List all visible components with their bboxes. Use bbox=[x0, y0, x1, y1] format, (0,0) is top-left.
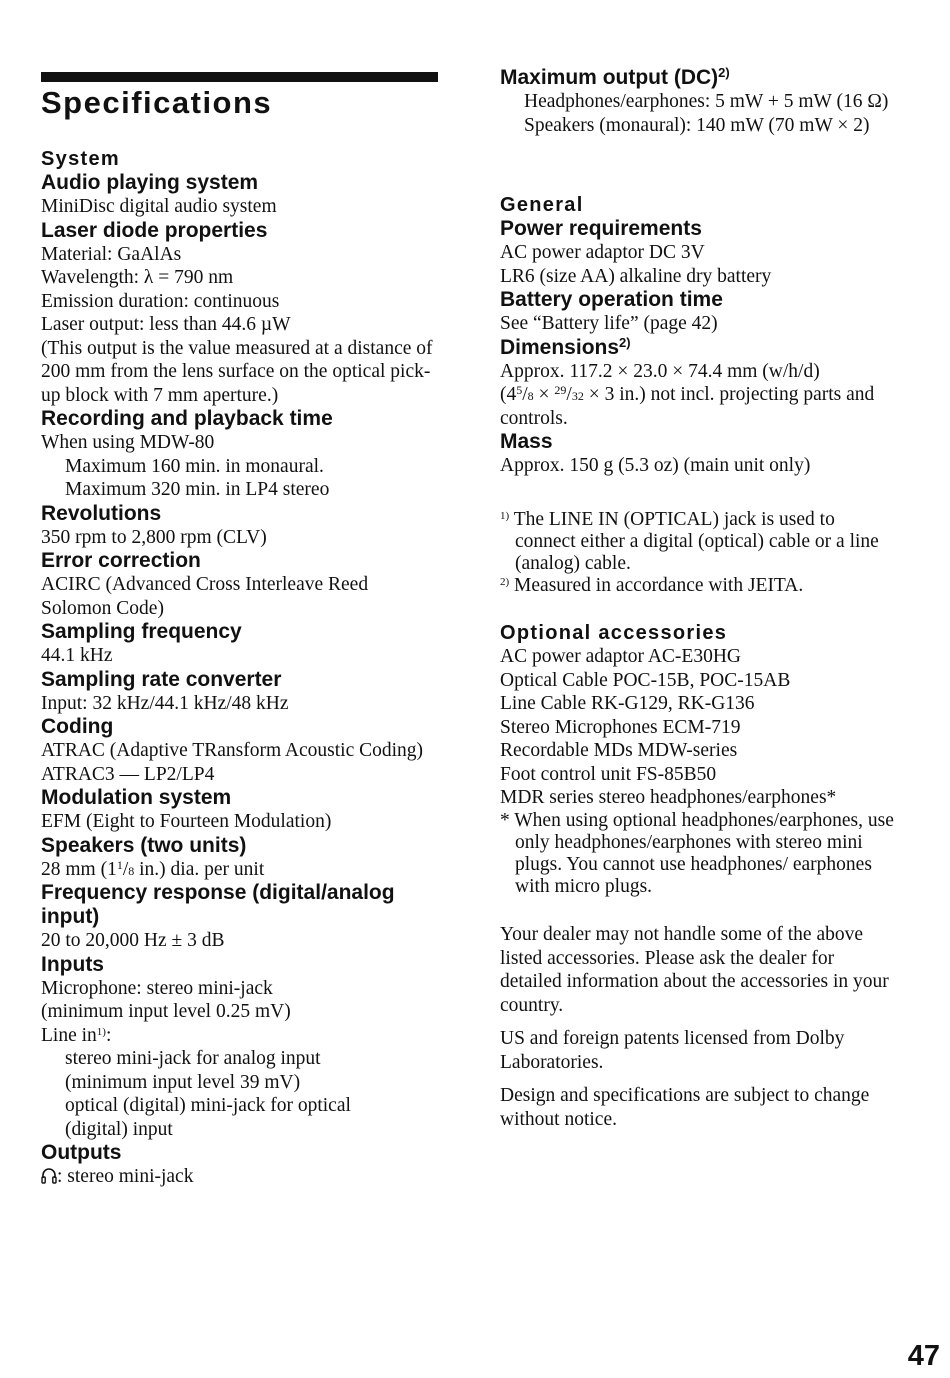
heading-speakers: Speakers (two units) bbox=[41, 833, 247, 857]
heading-max-output bbox=[500, 66, 900, 90]
line-in-colon: : bbox=[105, 1024, 112, 1046]
sampling-rate-converter-text: Input: 32 kHz/44.1 kHz/48 kHz bbox=[41, 692, 289, 714]
inputs-line-in bbox=[41, 1024, 441, 1048]
line-in-label: Line in bbox=[41, 1024, 97, 1046]
dimensions-line2: ($4^5/8 \times ^{29}/32 \times 3$ in.) not incl. projecting parts and controls. bbox=[500, 383, 875, 429]
heading-laser: Laser diode properties bbox=[41, 218, 268, 242]
footnote-1-mark: 1) bbox=[500, 510, 510, 522]
power-line1: AC power adaptor DC 3V bbox=[500, 242, 705, 263]
audio-playing-system-text: MiniDisc digital audio system bbox=[41, 196, 277, 217]
accessory-item: Foot control unit FS-85B50 bbox=[500, 763, 717, 785]
footnote-1-text: The LINE IN (OPTICAL) jack is used to connect either a digital (optical) cable or a line (analog) cable. bbox=[513, 509, 879, 574]
accessory-item: Recordable MDs MDW-series bbox=[500, 740, 738, 761]
heading-sampling-rate-converter: Sampling rate converter bbox=[41, 667, 282, 691]
accessory-item: Line Cable RK-G129, RK-G136 bbox=[500, 693, 755, 714]
laser-output: Laser output: less than 44.6 µW bbox=[41, 314, 291, 335]
page-title: Specifications bbox=[41, 85, 273, 120]
frequency-response-text: 20 to 20,000 Hz ± 3 dB bbox=[41, 930, 225, 951]
inputs-microphone-level: (minimum input level 0.25 mV) bbox=[41, 1001, 291, 1022]
speakers-suffix: in.) dia. per unit bbox=[134, 858, 265, 880]
heading-coding: Coding bbox=[41, 715, 114, 738]
dim-f1-den: 8 bbox=[527, 389, 534, 403]
accessories-note: * When using optional headphones/earphones, use only headphones/earphones with stereo mini plugs. You cannot use headphones/ earphones with micro plugs. bbox=[500, 809, 894, 897]
inputs-analog-level: (minimum input level 39 mV) bbox=[65, 1071, 301, 1093]
heading-dimensions bbox=[500, 336, 900, 360]
inputs-analog: stereo mini-jack for analog input bbox=[65, 1048, 321, 1069]
heading-sampling-frequency: Sampling frequency bbox=[41, 620, 242, 643]
modulation-text: EFM (Eight to Fourteen Modulation) bbox=[41, 811, 332, 832]
dim-p2: × bbox=[533, 384, 555, 405]
coding-line2: ATRAC3 — LP2/LP4 bbox=[41, 763, 215, 785]
line-in-note: 1) bbox=[96, 1025, 106, 1038]
laser-material: Material: GaAlAs bbox=[41, 243, 182, 265]
footnote-2-mark: 2) bbox=[500, 576, 510, 588]
inputs-optical: optical (digital) mini-jack for optical bbox=[65, 1095, 351, 1116]
heading-revolutions: Revolutions bbox=[41, 501, 162, 525]
revolutions-text: 350 rpm to 2,800 rpm (CLV) bbox=[41, 526, 267, 548]
mass-text: Approx. 150 g (5.3 oz) (main unit only) bbox=[500, 455, 811, 476]
headphones-icon bbox=[41, 1167, 57, 1184]
dim-f2-den: 32 bbox=[571, 389, 584, 403]
coding-line1: ATRAC (Adaptive TRansform Acoustic Coding) bbox=[41, 740, 424, 761]
dim-p3: × 3 in.) not incl. projecting parts and controls. bbox=[500, 384, 875, 429]
heading-mass: Mass bbox=[500, 430, 553, 453]
heading-outputs: Outputs bbox=[41, 1141, 122, 1164]
inputs-optical2: (digital) input bbox=[65, 1118, 173, 1140]
heading-recording: Recording and playback time bbox=[41, 407, 333, 430]
laser-wavelength: Wavelength: λ = 790 nm bbox=[41, 267, 234, 288]
sampling-frequency-text: 44.1 kHz bbox=[41, 645, 113, 666]
paragraph-design: Design and specifications are subject to change without notice. bbox=[500, 1085, 870, 1130]
heading-audio-playing-system: Audio playing system bbox=[41, 171, 259, 194]
heading-frequency-response: Frequency response (digital/analog input) bbox=[41, 881, 395, 928]
footnote-2 bbox=[500, 575, 900, 597]
heading-inputs: Inputs bbox=[41, 952, 104, 976]
dim-f2-num: 29 bbox=[554, 383, 567, 397]
heading-error-correction: Error correction bbox=[41, 549, 201, 572]
paragraph-patents: US and foreign patents licensed from Dolby Laboratories. bbox=[500, 1028, 845, 1073]
laser-note: (This output is the value measured at a distance of 200 mm from the lens surface on the optical pick-up block with 7 mm aperture.) bbox=[41, 337, 433, 406]
footnote-2-text: Measured in accordance with JEITA. bbox=[514, 575, 804, 596]
max-output-speakers: Speakers (monaural): 140 mW (70 mW × 2) bbox=[524, 114, 870, 136]
recording-max-lp4: Maximum 320 min. in LP4 stereo bbox=[65, 479, 330, 500]
accessory-item: Optical Cable POC-15B, POC-15AB bbox=[500, 669, 791, 691]
dim-p1: (4 bbox=[500, 384, 517, 405]
dimensions-label: Dimensions bbox=[500, 335, 620, 359]
max-output-label: Maximum output (DC) bbox=[500, 66, 719, 89]
power-line2: LR6 (size AA) alkaline dry battery bbox=[500, 265, 772, 287]
dimensions-note: 2) bbox=[619, 334, 631, 350]
heading-battery: Battery operation time bbox=[500, 288, 723, 311]
heading-modulation: Modulation system bbox=[41, 786, 232, 809]
footnote-1 bbox=[500, 509, 900, 575]
accessory-item: AC power adaptor AC-E30HG bbox=[500, 646, 741, 667]
inputs-microphone: Microphone: stereo mini-jack bbox=[41, 977, 273, 999]
speakers-frac-den: 8 bbox=[128, 863, 135, 878]
max-output-note: 2) bbox=[718, 65, 730, 80]
heading-power: Power requirements bbox=[500, 217, 702, 240]
speakers-prefix: 28 mm (1 bbox=[41, 858, 117, 880]
section-accessories: Optional accessories bbox=[500, 622, 728, 644]
recording-when: When using MDW-80 bbox=[41, 432, 215, 453]
outputs-label: : stereo mini-jack bbox=[57, 1166, 194, 1187]
accessory-item: Stereo Microphones ECM-719 bbox=[500, 716, 741, 738]
page-number: 47 bbox=[907, 1340, 940, 1372]
dimensions-line1: Approx. 117.2 × 23.0 × 74.4 mm (w/h/d) bbox=[500, 360, 820, 382]
speakers-frac-num: 1 bbox=[116, 857, 123, 872]
speakers-text: 28 mm ($1^1/8$ in.) dia. per unit bbox=[41, 857, 265, 880]
battery-text: See “Battery life” (page 42) bbox=[500, 313, 718, 334]
title-rule bbox=[41, 72, 438, 82]
recording-max-monaural: Maximum 160 min. in monaural. bbox=[65, 455, 324, 477]
accessory-item: MDR series stereo headphones/earphones* bbox=[500, 787, 837, 808]
max-output-headphones: Headphones/earphones: 5 mW + 5 mW (16 Ω) bbox=[524, 91, 889, 112]
error-correction-text: ACIRC (Advanced Cross Interleave Reed Solomon Code) bbox=[41, 574, 369, 619]
section-general: General bbox=[500, 194, 584, 216]
laser-emission: Emission duration: continuous bbox=[41, 290, 280, 312]
dim-f1-num: 5 bbox=[516, 383, 523, 397]
section-system: System bbox=[41, 148, 120, 170]
outputs-text bbox=[41, 1165, 441, 1189]
paragraph-dealer: Your dealer may not handle some of the above listed accessories. Please ask the dealer for detailed information about the accessories in your country. bbox=[500, 924, 889, 1016]
